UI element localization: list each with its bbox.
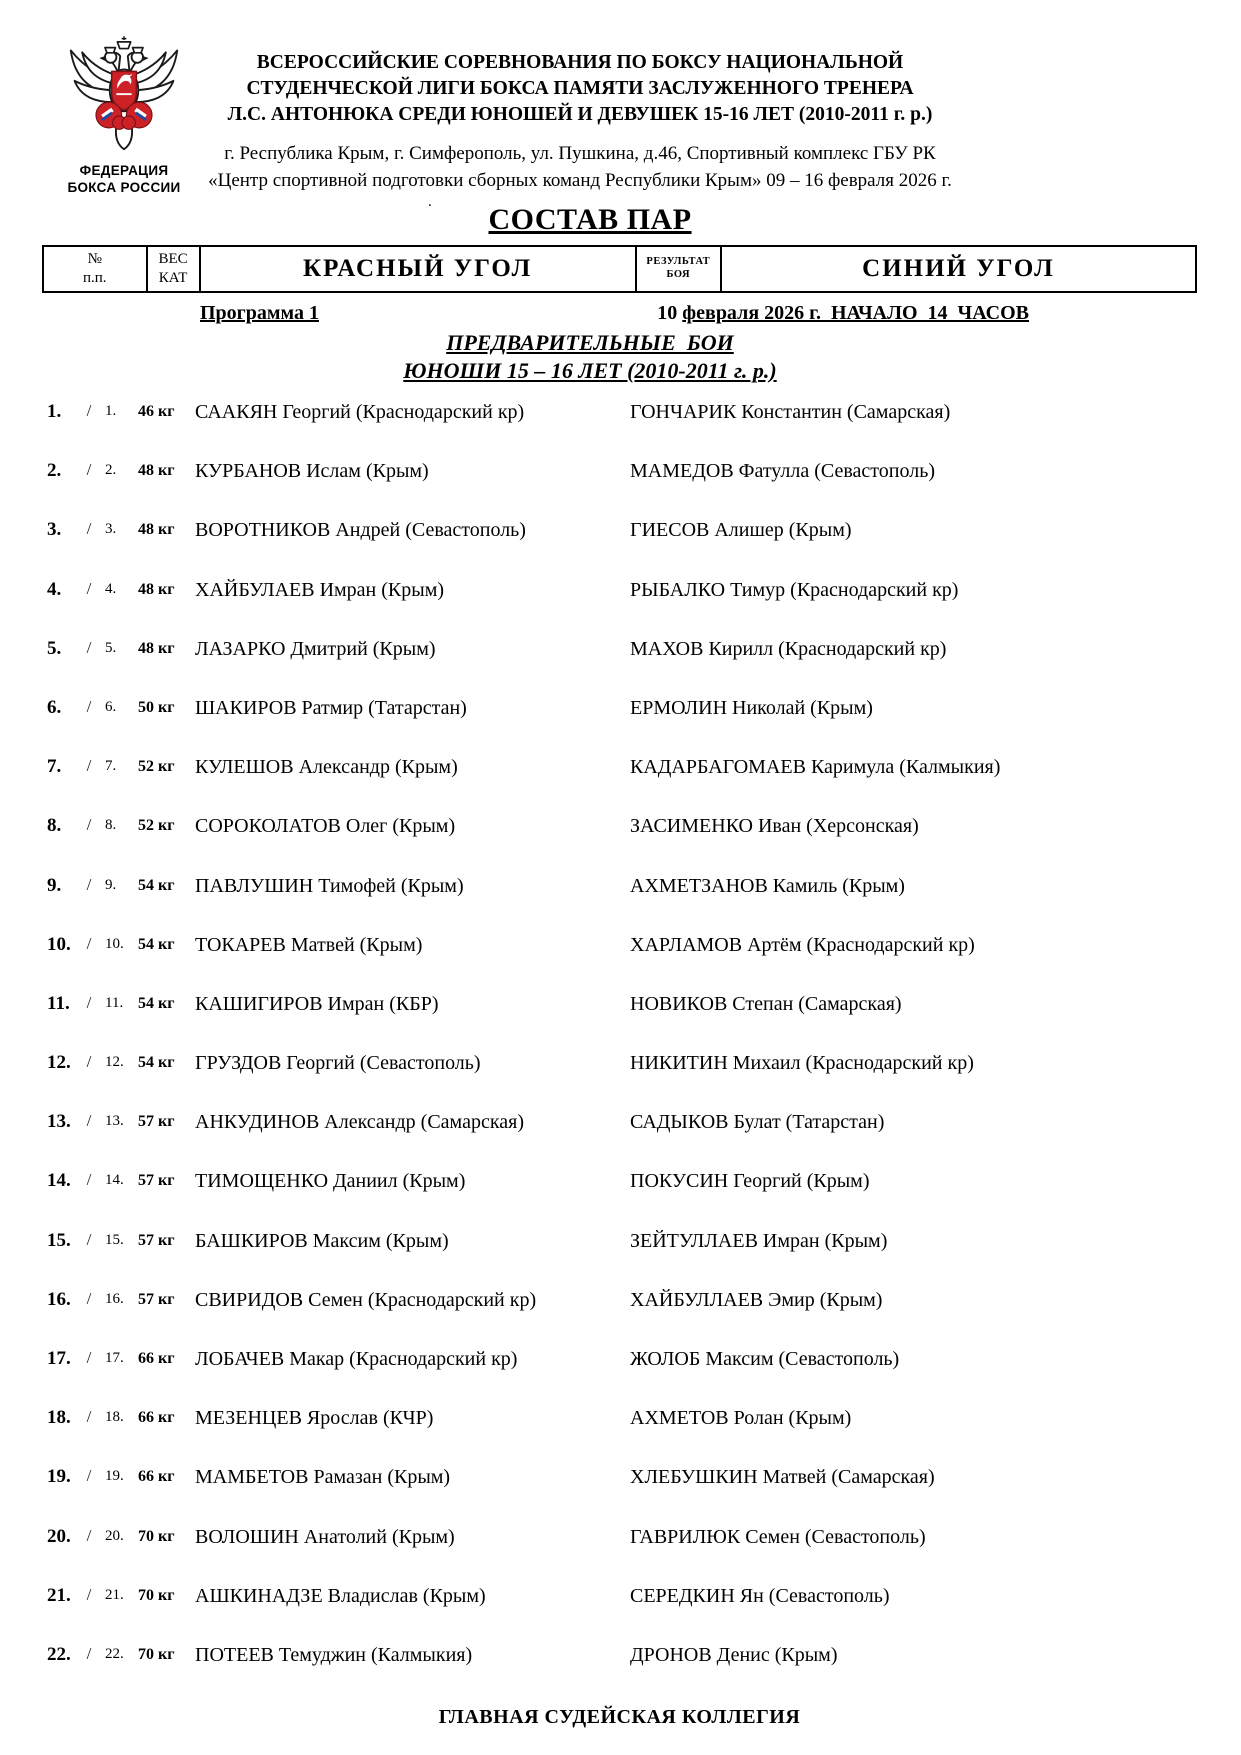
bout-row — [42, 519, 1199, 578]
column-header-red-corner — [201, 247, 637, 291]
bout-number-secondary: 13. — [105, 1113, 124, 1130]
blue-corner-boxer: НИКИТИН Михаил (Краснодарский кр) — [630, 1052, 974, 1075]
bout-number-secondary: 12. — [105, 1054, 124, 1071]
blue-corner-boxer: ГАВРИЛЮК Семен (Севастополь) — [630, 1525, 926, 1548]
bout-row — [42, 1348, 1199, 1407]
bout-number: 8. — [47, 815, 62, 837]
weight-category: 54 кг — [138, 994, 175, 1012]
bout-number: 6. — [47, 696, 62, 718]
blue-corner-label: СИНИЙ УГОЛ — [862, 255, 1055, 282]
column-header-result-line2: БОЯ — [666, 269, 691, 280]
bout-row — [42, 1289, 1199, 1348]
bout-number-separator: / — [86, 401, 92, 420]
red-corner-boxer: ТИМОЩЕНКО Даниил (Крым) — [195, 1170, 466, 1193]
bout-row — [42, 1170, 1199, 1229]
bout-number-separator: / — [86, 519, 92, 539]
bout-number: 9. — [47, 874, 62, 896]
bout-number-secondary: 10. — [105, 935, 124, 952]
blue-corner-boxer: РЫБАЛКО Тимур (Краснодарский кр) — [630, 578, 959, 601]
weight-category: 48 кг — [138, 580, 175, 598]
red-corner-boxer: ЛОБАЧЕВ Макар (Краснодарский кр) — [195, 1348, 518, 1370]
bouts-list — [42, 401, 1199, 1703]
bout-number: 16. — [47, 1288, 71, 1310]
bout-number-separator: / — [86, 1288, 92, 1308]
blue-corner-boxer: ЖОЛОБ Максим (Севастополь) — [630, 1348, 900, 1370]
bout-number-separator: / — [86, 874, 92, 894]
red-corner-boxer: ТОКАРЕВ Матвей (Крым) — [195, 933, 423, 956]
page-title: СОСТАВ ПАР — [488, 203, 692, 236]
bout-number-secondary: 14. — [105, 1172, 124, 1189]
bout-number-separator: / — [86, 992, 92, 1012]
blue-corner-boxer: ХАРЛАМОВ Артём (Краснодарский кр) — [630, 933, 975, 956]
bout-number-separator: / — [86, 1407, 92, 1427]
weight-category: 57 кг — [138, 1290, 175, 1308]
section-heading-age-group: ЮНОШИ 15 – 16 ЛЕТ (2010-2011 г. р.) — [403, 358, 777, 383]
stray-dot: . — [428, 194, 432, 210]
bout-number-separator: / — [86, 1348, 92, 1367]
weight-category: 52 кг — [138, 817, 175, 835]
red-corner-boxer: АШКИНАДЗЕ Владислав (Крым) — [195, 1584, 486, 1607]
bout-row — [42, 934, 1199, 993]
red-corner-boxer: ХАЙБУЛАЕВ Имран (Крым) — [195, 578, 445, 601]
bout-number: 20. — [47, 1525, 71, 1547]
column-header-number-line2: п.п. — [83, 270, 107, 286]
bout-number-secondary: 7. — [105, 758, 117, 775]
column-header-number-line1: № — [87, 250, 102, 267]
bout-number: 15. — [47, 1229, 71, 1251]
bout-number-secondary: 8. — [105, 817, 117, 834]
column-header-weight-line1: ВЕС — [158, 250, 188, 267]
bout-number-secondary: 19. — [105, 1468, 124, 1485]
bout-number: 11. — [47, 992, 70, 1014]
bout-row — [42, 1585, 1199, 1644]
red-corner-boxer: КУРБАНОВ Ислам (Крым) — [195, 460, 429, 483]
bout-number-separator: / — [86, 815, 92, 835]
blue-corner-boxer: ГИЕСОВ Алишер (Крым) — [630, 519, 852, 542]
red-corner-boxer: ШАКИРОВ Ратмир (Татарстан) — [195, 696, 467, 719]
bout-number-secondary: 9. — [105, 876, 117, 893]
bout-number: 5. — [47, 637, 62, 659]
bout-row — [42, 1526, 1199, 1585]
blue-corner-boxer: МАХОВ Кирилл (Краснодарский кр) — [630, 637, 947, 660]
bout-row — [42, 401, 1199, 460]
bout-number: 17. — [47, 1348, 71, 1369]
bout-number-secondary: 1. — [105, 403, 117, 419]
red-corner-boxer: ГРУЗДОВ Георгий (Севастополь) — [195, 1052, 481, 1075]
blue-corner-boxer: КАДАРБАГОМАЕВ Каримула (Калмыкия) — [630, 756, 1001, 779]
red-corner-boxer: ВОЛОШИН Анатолий (Крым) — [195, 1525, 455, 1548]
bout-row — [42, 579, 1199, 638]
bout-row — [42, 1230, 1199, 1289]
bout-number-secondary: 11. — [105, 994, 124, 1011]
bout-row — [42, 1407, 1199, 1466]
bout-number-secondary: 20. — [105, 1527, 124, 1544]
bout-row — [42, 697, 1199, 756]
chief-judging-panel-heading: ГЛАВНАЯ СУДЕЙСКАЯ КОЛЛЕГИЯ — [438, 1706, 801, 1728]
weight-category: 57 кг — [138, 1113, 175, 1131]
weight-category: 50 кг — [138, 698, 175, 716]
red-corner-boxer: АНКУДИНОВ Александр (Самарская) — [195, 1111, 524, 1134]
competition-title-line1: ВСЕРОССИЙСКИЕ СОРЕВНОВАНИЯ ПО БОКСУ НАЦИОНАЛЬНОЙ — [256, 52, 904, 73]
column-header-result-line1: РЕЗУЛЬТАТ — [646, 256, 711, 268]
bout-number-separator: / — [86, 1052, 92, 1072]
bout-number-separator: / — [86, 696, 92, 716]
bout-number-secondary: 2. — [105, 462, 117, 479]
federation-label-line1: ФЕДЕРАЦИЯ — [79, 163, 169, 178]
bout-number: 19. — [47, 1466, 71, 1488]
bout-number-secondary: 16. — [105, 1290, 124, 1307]
bout-number: 3. — [47, 519, 62, 541]
red-corner-boxer: СВИРИДОВ Семен (Краснодарский кр) — [195, 1288, 537, 1311]
column-header-blue-corner — [722, 247, 1195, 291]
bout-number-secondary: 18. — [105, 1409, 124, 1426]
bout-row — [42, 1644, 1199, 1703]
blue-corner-boxer: СЕРЕДКИН Ян (Севастополь) — [630, 1584, 890, 1607]
bout-number: 22. — [47, 1643, 71, 1665]
venue-address-line1: г. Республика Крым, г. Симферополь, ул. Пушкина, д.46, Спортивный комплекс ГБУ РК — [224, 143, 936, 165]
bout-row — [42, 638, 1199, 697]
bout-number: 13. — [47, 1111, 71, 1133]
weight-category: 48 кг — [138, 521, 175, 539]
weight-category: 52 кг — [138, 758, 175, 776]
pairs-table-header — [42, 245, 1197, 293]
bout-number: 1. — [47, 401, 62, 422]
red-corner-boxer: КУЛЕШОВ Александр (Крым) — [195, 756, 458, 779]
red-corner-boxer: СААКЯН Георгий (Краснодарский кр) — [195, 401, 525, 423]
bout-number-separator: / — [86, 578, 92, 598]
red-corner-boxer: СОРОКОЛАТОВ Олег (Крым) — [195, 815, 456, 838]
bout-number: 12. — [47, 1052, 71, 1074]
bout-number-separator: / — [86, 1466, 92, 1486]
program-line — [42, 302, 1197, 325]
bout-number: 10. — [47, 933, 71, 955]
red-corner-boxer: ПАВЛУШИН Тимофей (Крым) — [195, 874, 464, 897]
red-corner-boxer: МЕЗЕНЦЕВ Ярослав (КЧР) — [195, 1407, 434, 1430]
bout-number: 4. — [47, 578, 62, 600]
competition-title-line3: Л.С. АНТОНЮКА СРЕДИ ЮНОШЕЙ И ДЕВУШЕК 15-16 ЛЕТ (2010-2011 г. р.) — [227, 104, 933, 126]
blue-corner-boxer: ДРОНОВ Денис (Крым) — [630, 1643, 838, 1666]
blue-corner-boxer: ХЛЕБУШКИН Матвей (Самарская) — [630, 1466, 935, 1489]
bout-number-separator: / — [86, 1170, 92, 1190]
red-corner-label: КРАСНЫЙ УГОЛ — [303, 255, 533, 282]
bout-number-secondary: 3. — [105, 521, 117, 538]
column-header-result — [637, 247, 722, 291]
blue-corner-boxer: ХАЙБУЛЛАЕВ Эмир (Крым) — [630, 1288, 883, 1311]
weight-category: 48 кг — [138, 639, 175, 657]
competition-title-line2: СТУДЕНЧЕСКОЙ ЛИГИ БОКСА ПАМЯТИ ЗАСЛУЖЕННОГО ТРЕНЕРА — [246, 78, 914, 100]
bout-number: 7. — [47, 756, 62, 778]
bout-number-separator: / — [86, 1584, 92, 1604]
red-corner-boxer: КАШИГИРОВ Имран (КБР) — [195, 992, 439, 1015]
program-label: Программа 1 — [200, 302, 319, 324]
blue-corner-boxer: АХМЕТОВ Ролан (Крым) — [630, 1407, 852, 1430]
bout-number: 21. — [47, 1584, 71, 1606]
bout-number-secondary: 22. — [105, 1645, 124, 1662]
double-headed-eagle-icon — [67, 34, 181, 160]
section-heading-preliminary-bouts: ПРЕДВАРИТЕЛЬНЫЕ БОИ — [446, 330, 734, 355]
bout-row — [42, 1466, 1199, 1525]
program-date — [657, 302, 1029, 325]
venue-address-line2: «Центр спортивной подготовки сборных команд Республики Крым» 09 – 16 февраля 2026 г. — [208, 169, 952, 191]
red-corner-boxer: ПОТЕЕВ Темуджин (Калмыкия) — [195, 1643, 473, 1666]
bout-number-separator: / — [86, 933, 92, 953]
program-date-underlined: февраля 2026 г. НАЧАЛО 14 ЧАСОВ — [682, 302, 1029, 324]
bout-number-secondary: 5. — [105, 639, 117, 656]
bout-number-separator: / — [86, 460, 92, 480]
red-corner-boxer: БАШКИРОВ Максим (Крым) — [195, 1229, 449, 1252]
bout-row — [42, 1111, 1199, 1170]
blue-corner-boxer: ПОКУСИН Георгий (Крым) — [630, 1170, 870, 1193]
weight-category: 70 кг — [138, 1645, 175, 1663]
blue-corner-boxer: МАМЕДОВ Фатулла (Севастополь) — [630, 460, 935, 483]
bout-number-separator: / — [86, 637, 92, 657]
weight-category: 46 кг — [138, 403, 175, 420]
bout-number-separator: / — [86, 1525, 92, 1545]
blue-corner-boxer: САДЫКОВ Булат (Татарстан) — [630, 1111, 885, 1134]
bout-row — [42, 460, 1199, 519]
weight-category: 54 кг — [138, 1054, 175, 1072]
bout-number-separator: / — [86, 1111, 92, 1131]
header-block — [165, 50, 995, 194]
bout-row — [42, 1052, 1199, 1111]
red-corner-boxer: МАМБЕТОВ Рамазан (Крым) — [195, 1466, 451, 1489]
weight-category: 54 кг — [138, 876, 175, 894]
bout-number-separator: / — [86, 1229, 92, 1249]
blue-corner-boxer: ЕРМОЛИН Николай (Крым) — [630, 696, 873, 719]
blue-corner-boxer: ГОНЧАРИК Константин (Самарская) — [630, 401, 951, 423]
bout-number-secondary: 15. — [105, 1231, 124, 1248]
blue-corner-boxer: НОВИКОВ Степан (Самарская) — [630, 992, 902, 1015]
bout-number-secondary: 21. — [105, 1586, 124, 1603]
venue-block — [165, 141, 995, 193]
bout-row — [42, 993, 1199, 1052]
weight-category: 54 кг — [138, 935, 175, 953]
bout-number-separator: / — [86, 1643, 92, 1663]
program-date-prefix: 10 — [657, 302, 683, 324]
blue-corner-boxer: ЗАСИМЕНКО Иван (Херсонская) — [630, 815, 919, 838]
red-corner-boxer: ЛАЗАРКО Дмитрий (Крым) — [195, 637, 436, 660]
federation-label-line2: БОКСА РОССИИ — [67, 179, 181, 195]
weight-category: 70 кг — [138, 1527, 175, 1545]
bout-row — [42, 756, 1199, 815]
weight-category: 70 кг — [138, 1586, 175, 1604]
bout-number-secondary: 4. — [105, 580, 117, 597]
weight-category: 66 кг — [138, 1350, 175, 1367]
weight-category: 66 кг — [138, 1468, 175, 1486]
bout-number: 14. — [47, 1170, 71, 1192]
bout-number-separator: / — [86, 756, 92, 776]
bout-number-secondary: 17. — [105, 1350, 124, 1366]
column-header-weight — [148, 247, 201, 291]
bout-number: 18. — [47, 1407, 71, 1429]
column-header-number — [44, 247, 148, 291]
weight-category: 66 кг — [138, 1409, 175, 1427]
bout-row — [42, 815, 1199, 874]
weight-category: 57 кг — [138, 1172, 175, 1190]
weight-category: 57 кг — [138, 1231, 175, 1249]
column-header-weight-line2: КАТ — [158, 270, 188, 286]
weight-category: 48 кг — [138, 462, 175, 480]
bout-number: 2. — [47, 460, 62, 482]
blue-corner-boxer: ЗЕЙТУЛЛАЕВ Имран (Крым) — [630, 1229, 888, 1252]
red-corner-boxer: ВОРОТНИКОВ Андрей (Севастополь) — [195, 519, 526, 542]
bout-number-secondary: 6. — [105, 698, 117, 715]
blue-corner-boxer: АХМЕТЗАНОВ Камиль (Крым) — [630, 874, 905, 897]
bout-row — [42, 875, 1199, 934]
